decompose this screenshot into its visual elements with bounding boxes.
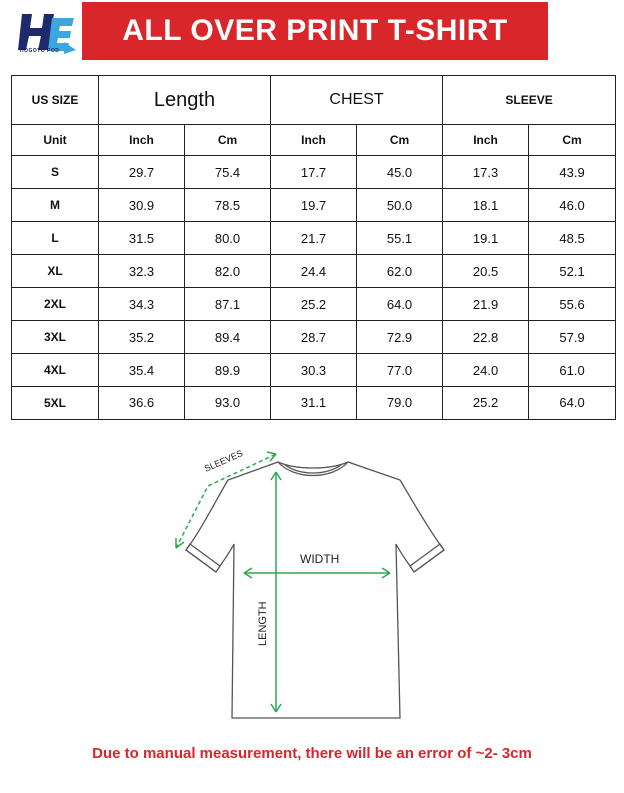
value-cell-chest-in: 17.7: [271, 156, 357, 189]
value-cell-chest-cm: 72.9: [357, 321, 443, 354]
value-cell-sleeve-in: 17.3: [443, 156, 529, 189]
size-cell: 4XL: [12, 354, 99, 387]
value-cell-chest-in: 21.7: [271, 222, 357, 255]
length-inch-header: Inch: [99, 125, 185, 156]
logo-caption: HOGOTO POD: [20, 48, 60, 54]
table-unit-row: [12, 125, 616, 156]
value-cell-sleeve-cm: 64.0: [529, 386, 616, 419]
sleeves-label: SLEEVES: [202, 448, 245, 474]
value-cell-sleeve-in: 20.5: [443, 255, 529, 288]
value-cell-chest-in: 31.1: [271, 386, 357, 419]
size-cell: L: [12, 222, 99, 255]
header-chest: CHEST: [271, 76, 443, 125]
value-cell-sleeve-cm: 55.6: [529, 288, 616, 321]
size-cell: XL: [12, 255, 99, 288]
header-sleeve: SLEEVE: [443, 76, 616, 125]
header-length: Length: [99, 76, 271, 125]
value-cell-sleeve-cm: 46.0: [529, 189, 616, 222]
table-row: [12, 354, 616, 387]
value-cell-sleeve-in: 19.1: [443, 222, 529, 255]
value-cell-chest-in: 19.7: [271, 189, 357, 222]
value-cell-length-cm: 82.0: [185, 255, 271, 288]
table-row: [12, 189, 616, 222]
sleeve-inch-header: Inch: [443, 125, 529, 156]
table-header-row: [12, 76, 616, 125]
value-cell-chest-cm: 55.1: [357, 222, 443, 255]
value-cell-sleeve-cm: 52.1: [529, 255, 616, 288]
width-label: WIDTH: [300, 552, 340, 566]
measurement-note: Due to manual measurement, there will be an error of ~2- 3cm: [92, 745, 532, 762]
sleeve-cm-header: Cm: [529, 125, 616, 156]
size-cell: 3XL: [12, 321, 99, 354]
tshirt-outline-icon: [186, 462, 444, 718]
value-cell-length-in: 30.9: [99, 189, 185, 222]
value-cell-chest-cm: 77.0: [357, 354, 443, 387]
table-row: [12, 288, 616, 321]
table-row: [12, 386, 616, 419]
title-banner: [82, 2, 548, 60]
unit-label: Unit: [12, 125, 99, 156]
value-cell-length-cm: 75.4: [185, 156, 271, 189]
value-cell-sleeve-cm: 48.5: [529, 222, 616, 255]
value-cell-sleeve-cm: 57.9: [529, 321, 616, 354]
value-cell-length-cm: 87.1: [185, 288, 271, 321]
value-cell-sleeve-in: 24.0: [443, 354, 529, 387]
value-cell-sleeve-in: 21.9: [443, 288, 529, 321]
value-cell-length-in: 35.4: [99, 354, 185, 387]
value-cell-chest-cm: 50.0: [357, 189, 443, 222]
value-cell-chest-in: 24.4: [271, 255, 357, 288]
value-cell-length-in: 35.2: [99, 321, 185, 354]
table-row: [12, 156, 616, 189]
chest-cm-header: Cm: [357, 125, 443, 156]
value-cell-chest-cm: 45.0: [357, 156, 443, 189]
value-cell-sleeve-in: 25.2: [443, 386, 529, 419]
table-row: [12, 255, 616, 288]
page-title: ALL OVER PRINT T-SHIRT: [122, 14, 508, 47]
value-cell-chest-in: 30.3: [271, 354, 357, 387]
value-cell-sleeve-in: 22.8: [443, 321, 529, 354]
table-row: [12, 222, 616, 255]
value-cell-length-in: 29.7: [99, 156, 185, 189]
value-cell-length-cm: 89.9: [185, 354, 271, 387]
size-cell: S: [12, 156, 99, 189]
value-cell-length-in: 36.6: [99, 386, 185, 419]
value-cell-sleeve-cm: 43.9: [529, 156, 616, 189]
header-us-size: US SIZE: [12, 76, 99, 125]
size-chart-table: [11, 75, 616, 420]
value-cell-chest-cm: 62.0: [357, 255, 443, 288]
value-cell-length-cm: 93.0: [185, 386, 271, 419]
value-cell-chest-cm: 64.0: [357, 288, 443, 321]
value-cell-length-cm: 78.5: [185, 189, 271, 222]
value-cell-chest-in: 25.2: [271, 288, 357, 321]
value-cell-length-cm: 80.0: [185, 222, 271, 255]
value-cell-sleeve-cm: 61.0: [529, 354, 616, 387]
value-cell-length-in: 34.3: [99, 288, 185, 321]
value-cell-sleeve-in: 18.1: [443, 189, 529, 222]
value-cell-chest-in: 28.7: [271, 321, 357, 354]
size-cell: M: [12, 189, 99, 222]
value-cell-length-cm: 89.4: [185, 321, 271, 354]
tshirt-diagram: [168, 440, 458, 730]
value-cell-length-in: 32.3: [99, 255, 185, 288]
length-label: LENGTH: [257, 601, 269, 646]
size-cell: 2XL: [12, 288, 99, 321]
chest-inch-header: Inch: [271, 125, 357, 156]
value-cell-length-in: 31.5: [99, 222, 185, 255]
length-cm-header: Cm: [185, 125, 271, 156]
table-row: [12, 321, 616, 354]
value-cell-chest-cm: 79.0: [357, 386, 443, 419]
size-cell: 5XL: [12, 386, 99, 419]
